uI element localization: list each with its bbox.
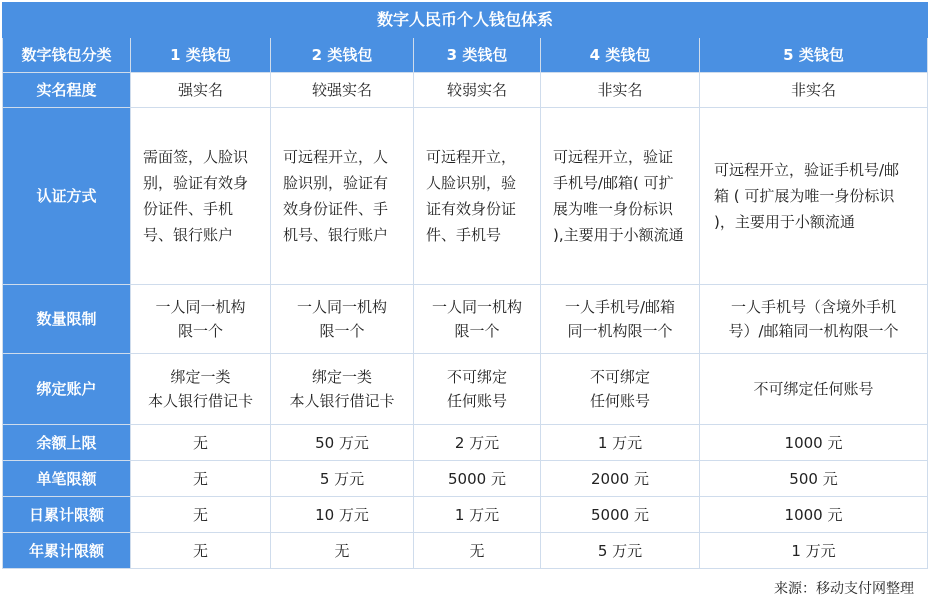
cell-line: 号）/邮箱同一机构限一个 [728, 322, 899, 340]
cell: 1000 元 [700, 425, 928, 461]
row-label: 数量限制 [3, 285, 131, 354]
cell-line: 同一机构限一个 [567, 322, 673, 340]
header-wallet-5: 5 类钱包 [700, 38, 928, 73]
cell: 较强实名 [271, 73, 414, 108]
cell: 1000 元 [700, 497, 928, 533]
cell-line: 一人同一机构 [431, 298, 522, 316]
cell: 无 [131, 497, 271, 533]
cell: 1 万元 [414, 497, 541, 533]
wallet-table [2, 2, 928, 569]
cell-line: 任何账号 [589, 392, 650, 410]
cell-line: 一人手机号/邮箱 [564, 298, 676, 316]
cell-line: 绑定一类 [311, 368, 372, 386]
cell-line: 一人同一机构 [296, 298, 387, 316]
cell [131, 354, 271, 425]
row-binding [3, 354, 928, 425]
cell [700, 354, 928, 425]
row-annual [3, 533, 928, 569]
cell-line: 一人手机号（含境外手机 [731, 298, 897, 316]
cell: 5 万元 [271, 461, 414, 497]
cell-line: 本人银行借记卡 [289, 392, 395, 410]
cell: 50 万元 [271, 425, 414, 461]
cell: 可远程开立，验证手机号/邮箱 ( 可扩展为唯一身份标识 )，主要用于小额流通 [700, 108, 928, 285]
cell [271, 285, 414, 354]
row-label: 年累计限额 [3, 533, 131, 569]
row-label: 日累计限额 [3, 497, 131, 533]
cell [131, 285, 271, 354]
header-wallet-4: 4 类钱包 [541, 38, 700, 73]
cell: 2000 元 [541, 461, 700, 497]
cell: 较弱实名 [414, 73, 541, 108]
cell-line: 不可绑定 [446, 368, 507, 386]
cell-line: 绑定一类 [170, 368, 231, 386]
cell-line: 限一个 [177, 322, 223, 340]
cell: 无 [271, 533, 414, 569]
header-wallet-3: 3 类钱包 [414, 38, 541, 73]
cell: 非实名 [700, 73, 928, 108]
cell [271, 354, 414, 425]
row-balance [3, 425, 928, 461]
table-title: 数字人民币个人钱包体系 [3, 3, 928, 38]
cell: 无 [131, 425, 271, 461]
cell: 可远程开立，人脸识别，验证有效身份证件、手机号 [414, 108, 541, 285]
cell: 无 [414, 533, 541, 569]
cell: 1 万元 [541, 425, 700, 461]
cell-line: 不可绑定 [589, 368, 650, 386]
row-quantity [3, 285, 928, 354]
row-label: 单笔限额 [3, 461, 131, 497]
row-daily [3, 497, 928, 533]
cell: 强实名 [131, 73, 271, 108]
cell-line: 一人同一机构 [155, 298, 246, 316]
cell [700, 285, 928, 354]
cell [541, 285, 700, 354]
row-label: 实名程度 [3, 73, 131, 108]
cell-line: 任何账号 [446, 392, 507, 410]
cell: 500 元 [700, 461, 928, 497]
cell: 1 万元 [700, 533, 928, 569]
header-row [3, 38, 928, 73]
cell-line: 限一个 [454, 322, 500, 340]
cell-line: 限一个 [319, 322, 365, 340]
header-category: 数字钱包分类 [3, 38, 131, 73]
cell: 非实名 [541, 73, 700, 108]
cell: 需面签，人脸识别，验证有效身份证件、手机号、银行账户 [131, 108, 271, 285]
row-label: 认证方式 [3, 108, 131, 285]
cell: 无 [131, 461, 271, 497]
source-note: 来源：移动支付网整理 [774, 581, 914, 597]
cell [541, 354, 700, 425]
cell [414, 285, 541, 354]
cell [414, 354, 541, 425]
row-single [3, 461, 928, 497]
cell: 5000 元 [414, 461, 541, 497]
cell: 2 万元 [414, 425, 541, 461]
cell: 可远程开立，验证手机号/邮箱( 可扩展为唯一身份标识 ),主要用于小额流通 [541, 108, 700, 285]
cell-line: 本人银行借记卡 [147, 392, 253, 410]
cell: 无 [131, 533, 271, 569]
row-label: 余额上限 [3, 425, 131, 461]
cell: 10 万元 [271, 497, 414, 533]
header-wallet-1: 1 类钱包 [131, 38, 271, 73]
cell: 5000 元 [541, 497, 700, 533]
cell: 5 万元 [541, 533, 700, 569]
row-label: 绑定账户 [3, 354, 131, 425]
row-real-name [3, 73, 928, 108]
header-wallet-2: 2 类钱包 [271, 38, 414, 73]
cell: 可远程开立，人脸识别，验证有效身份证件、手机号、银行账户 [271, 108, 414, 285]
cell-line: 不可绑定任何账号 [753, 380, 874, 398]
row-auth [3, 108, 928, 285]
